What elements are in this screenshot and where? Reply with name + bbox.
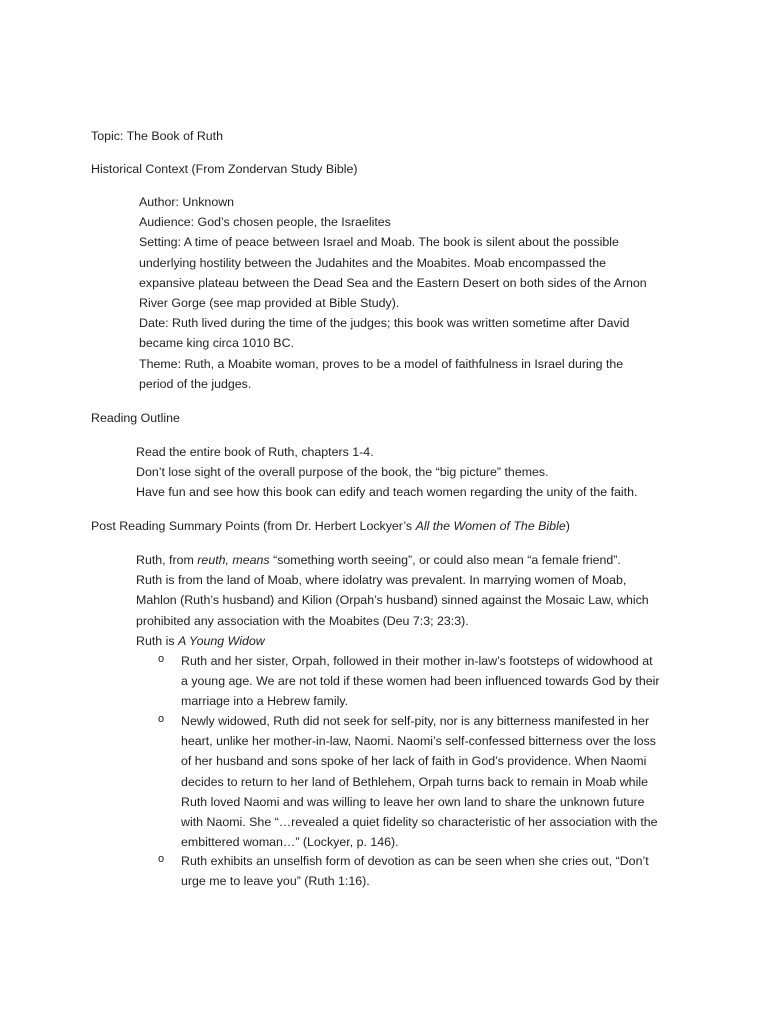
- bullet-line: with Naomi. She “…revealed a quiet fidelity so characteristic of her association with the: [181, 814, 658, 829]
- context-line: Audience: God’s chosen people, the Israelites: [139, 215, 391, 230]
- bullet-line: urge me to leave you” (Ruth 1:16).: [181, 874, 370, 889]
- topic-heading: Topic: The Book of Ruth: [91, 129, 224, 143]
- context-line: underlying hostility between the Judahites and the Moabites. Moab encompassed the: [139, 255, 607, 270]
- summary-text: Ruth, from: [136, 553, 198, 567]
- outline-line: Read the entire book of Ruth, chapters 1-4.: [136, 445, 374, 459]
- context-line: Setting: A time of peace between Israel and Moab. The book is silent about the possible: [139, 235, 619, 250]
- summary-heading: [91, 516, 691, 536]
- reading-outline-heading: Reading Outline: [91, 411, 180, 425]
- bullet-item: [181, 711, 658, 852]
- bullet-item: [181, 651, 660, 712]
- bullet-line: a young age. We are not told if these women had been influenced towards God by their: [181, 674, 660, 689]
- historical-context-heading: Historical Context (From Zondervan Study Bible): [91, 162, 358, 176]
- context-line: Date: Ruth lived during the time of the judges; this book was written sometime after David: [139, 316, 630, 331]
- bullet-item: [181, 851, 649, 891]
- bullet-marker: o: [158, 653, 165, 665]
- context-line: Author: Unknown: [139, 195, 235, 209]
- context-line: River Gorge (see map provided at Bible Study).: [139, 295, 400, 310]
- summary-text: “something worth seeing”, or could also mean “a female friend”.: [269, 553, 621, 567]
- bullet-line: Ruth loved Naomi and was willing to leave her own land to share the unknown future: [181, 794, 645, 809]
- historical-context-block: [139, 192, 647, 394]
- bullet-line: Newly widowed, Ruth did not seek for self-pity, nor is any bitterness manifested in her: [181, 714, 650, 728]
- context-line: expansive plateau between the Dead Sea and the Eastern Desert on both sides of the Arnon: [139, 275, 647, 290]
- bullet-line: decides to return to her land of Bethlehem, Orpah turns back to remain in Moab while: [181, 774, 648, 789]
- summary-heading-suffix: ): [565, 519, 570, 533]
- bullet-marker: o: [158, 713, 165, 725]
- context-line: period of the judges.: [139, 376, 252, 391]
- bullet-line: Ruth and her sister, Orpah, followed in their mother in-law’s footsteps of widowhood at: [181, 654, 653, 668]
- bullet-line: marriage into a Hebrew family.: [181, 694, 349, 709]
- summary-line: prohibited any association with the Moabites (Deu 7:3; 23:3).: [136, 613, 469, 628]
- bullet-line: embittered woman…” (Lockyer, p. 146).: [181, 835, 399, 850]
- summary-heading-prefix: Post Reading Summary Points (from Dr. Herbert Lockyer’s: [91, 519, 416, 533]
- summary-heading-book-title: All the Women of The Bible: [415, 519, 566, 533]
- bullet-line: heart, unlike her mother-in-law, Naomi. Naomi’s self-confessed bitterness over the loss: [181, 734, 656, 749]
- summary-italic: A Young Widow: [178, 633, 265, 648]
- outline-line: Don’t lose sight of the overall purpose of the book, the “big picture” themes.: [136, 465, 549, 480]
- summary-italic: reuth, means: [197, 553, 270, 567]
- summary-block: [136, 550, 649, 651]
- bullet-line: Ruth exhibits an unselfish form of devotion as can be seen when she cries out, “Don’t: [181, 854, 649, 868]
- reading-outline-block: [136, 442, 637, 503]
- summary-line: [136, 631, 649, 651]
- bullet-line: of her husband and sons spoke of her lack of faith in God’s providence. When Naomi: [181, 754, 647, 769]
- outline-line: Have fun and see how this book can edify and teach women regarding the unity of the faith.: [136, 485, 638, 500]
- context-line: Theme: Ruth, a Moabite woman, proves to be a model of faithfulness in Israel during the: [139, 356, 624, 371]
- bullet-marker: o: [158, 853, 165, 865]
- summary-line: Mahlon (Ruth’s husband) and Kilion (Orpah’s husband) sinned against the Mosaic Law, which: [136, 593, 649, 608]
- context-line: became king circa 1010 BC.: [139, 336, 294, 351]
- summary-line: Ruth is from the land of Moab, where idolatry was prevalent. In marrying women of Moab,: [136, 573, 627, 588]
- summary-line: [136, 550, 649, 570]
- summary-text: Ruth is: [136, 633, 179, 648]
